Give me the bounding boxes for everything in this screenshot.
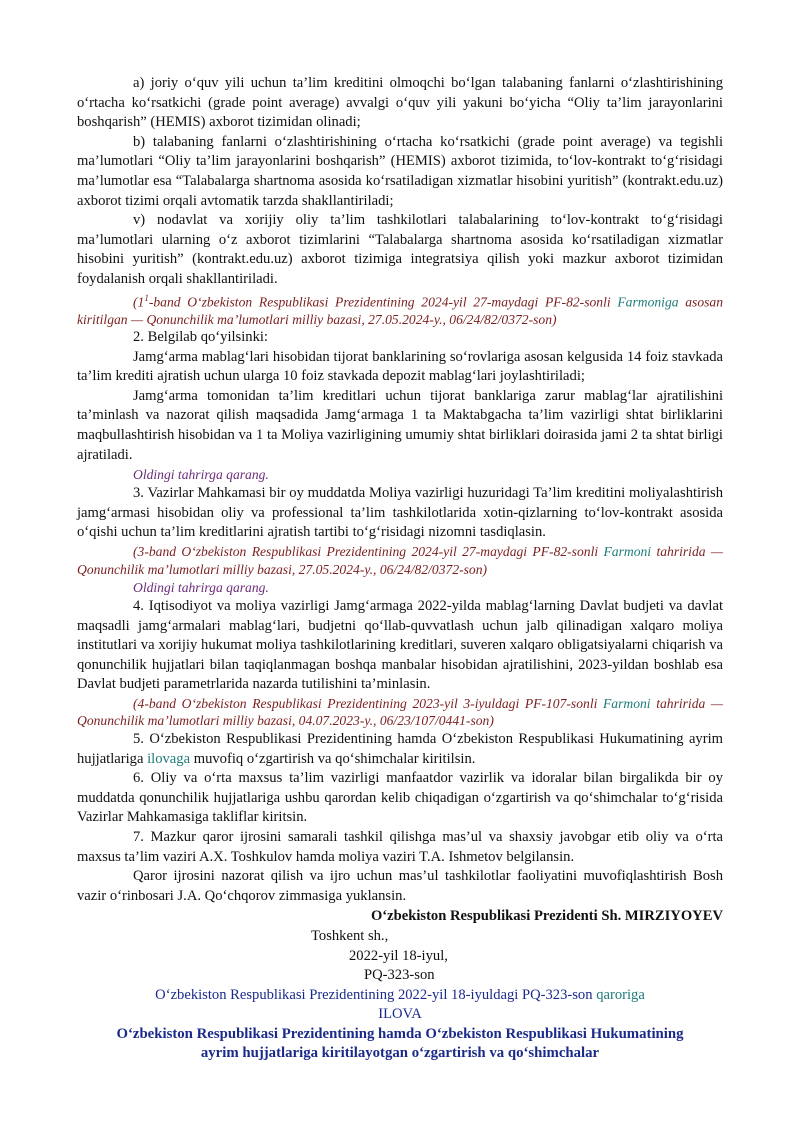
amendment-note-3 [77, 543, 723, 578]
paragraph-2: 2. Belgilab qo‘yilsinki: [133, 329, 268, 346]
paragraph-6: 6. Oliy va o‘rta maxsus ta’lim vazirligi manfaatdor vazirlik va idoralar bilan birgalikda bir oy muddatda qonunchilik hujjatlariga ushbu qarordan kelib chiqadigan o‘zgartirish va qo‘shimchalar to‘g‘risida Vazirlar Mahkamasiga takliflar kiritsin. [77, 770, 723, 826]
paragraph-2a: Jamg‘arma mablag‘lari hisobidan tijorat banklarining so‘rovlariga asosan kelgusida 14 foiz stavkada ta’lim krediti ajratish uchun ularga 10 foiz stavkada depozit mablag‘lari joylashtiriladi; [77, 348, 723, 385]
amendment-note-1: ($1^1$-band O‘zbekiston Respublikasi Prezidentining 2024-yil 27-maydagi PF-82-sonli Farmoniga asosan kiritilgan — Qonunchilik ma’lumotlari milliy bazasi, 27.05.2024-y., 06/24/82/0372-son) [77, 292, 724, 327]
paragraph-3: 3. Vazirlar Mahkamasi bir oy muddatda Moliya vazirligi huzuridagi Ta’lim kreditini moliyalashtirish jamg‘armasi hisobidan oliy va professional ta’lim tashkilotlarida xotin-qizlarning to‘lov-kontrakt asosida o‘qishi uchun ta’lim kreditlarini ajratish tartibi to‘g‘risidagi nizomni tasdiqlasin. [77, 485, 723, 541]
annex-reference [77, 986, 723, 1006]
annex-reference-text: O‘zbekiston Respublikasi Prezidentining 2022-yil 18-iyuldagi PQ-323-son [155, 986, 597, 1003]
note-text: (4-band O‘zbekiston Respublikasi Prezidentining 2023-yil 3-iyuldagi PF-107-sonli [133, 695, 603, 711]
paragraph-a: a) joriy o‘quv yili uchun ta’lim kreditini olmoqchi bo‘lgan talabaning fanlarni o‘zlashtirishining o‘rtacha ko‘rsatkichi (grade point average) avvalgi o‘quv yili yakuni bo‘yicha “Oliy ta’lim jarayonlarini boshqarish” (HEMIS) axborot tizimidan olinadi; [77, 75, 723, 131]
note-end: tahririda — Qonunchilik ma’lumotlari milliy bazasi, 04.07.2023-y., 06/23/107/0441-son) [77, 695, 724, 729]
note-text: -band O‘zbekiston Respublikasi Prezidentining 2024-yil 27-maydagi PF-82-sonli [148, 294, 618, 310]
note-end: tahririda — Qonunchilik ma’lumotlari milliy bazasi, 27.05.2024-y., 06/24/82/0372-son) [77, 544, 724, 577]
decree-link[interactable]: Farmoni [603, 544, 652, 559]
annex-link[interactable]: ilovaga [147, 750, 191, 767]
paragraph-v: v) nodavlat va xorijiy oliy ta’lim tashkilotlari talabalarining to‘lov-kontrakt to‘g‘risidagi ma’lumotlari ularning o‘z axborot tizimlarini “Talabalarga shartnoma asosida ko‘rsatiladigan xizmatlar hisobini yuritish” (kontrakt.edu.uz) axborot tizimiga integratsiya qilish yoki mazkur axborot tizimidan foydalanish orqali shakllantiriladi. [77, 212, 723, 287]
note-text: (3-band O‘zbekiston Respublikasi Prezidentining 2024-yil 27-maydagi PF-82-sonli [133, 544, 604, 559]
paragraph-4: 4. Iqtisodiyot va moliya vazirligi Jamg‘armaga 2022-yilda mablag‘larning Davlat budjeti va davlat maqsadli jamg‘armalari mablag‘lari, budjetni qo‘llab-quvvatlash uchun jalb qilinadigan xalqaro moliya institutlari va xorijiy hukumat moliya tashkilotlarining kreditlari, suveren xalqaro obligatsiyalarni chiqarish va qonunchilik hujjatlari bilan taqiqlanmagan boshqa manbalar hisobidan ajratilishini, 2023-yildan boshlab esa Davlat budjeti parametrlarida nazarda tutilishini ta’minlasin. [77, 598, 723, 693]
note-end: asosan kiritilgan — Qonunchilik ma’lumotlari milliy bazasi, 27.05.2024-y., 06/24/82/0372-son) [77, 294, 724, 327]
signature-title: O‘zbekiston Respublikasi Prezidenti Sh. MIRZIYOYEV [370, 908, 723, 925]
amendment-note-4 [77, 695, 723, 730]
paragraph-2b: Jamg‘arma tomonidan ta’lim kreditlari uchun tijorat banklariga zarur mablag‘lar ajratilishini ta’minlash va nazorat qilish maqsadida Jamg‘armaga 1 ta Maktabgacha ta’lim vazirligi shtat birliklarini maqbullashtirish hisobidan va 1 ta Moliya vazirligining umumiy shtat birliklari doirasida jami 2 ta shtat birligi ajratiladi. [77, 387, 723, 463]
signature-date: 2022-yil 18-iyul, [349, 947, 448, 964]
decree-link[interactable]: Farmoni [603, 695, 651, 711]
previous-edition-link[interactable]: Oldingi tahrirga qarang. [133, 467, 269, 483]
paragraph-7: 7. Mazkur qaror ijrosini samarali tashkil qilishga mas’ul va shaxsiy javobgar etib oliy va o‘rta maxsus ta’lim vaziri A.X. Toshkulov hamda moliya vaziri T.A. Ishmetov belgilansin. [77, 828, 723, 865]
signature-number: PQ-323-son [364, 967, 435, 984]
note-superscript: 1 [144, 292, 149, 303]
previous-edition-link[interactable]: Oldingi tahrirga qarang. [133, 580, 269, 595]
annex-heading-line-2: ayrim hujjatlariga kiritilayotgan o‘zgartirish va qo‘shimchalar [200, 1045, 600, 1062]
paragraph-5-end: muvofiq o‘zgartirish va qo‘shimchalar kiritilsin. [190, 750, 476, 767]
document-body [77, 74, 723, 1064]
annex-heading-line-1: O‘zbekiston Respublikasi Prezidentining hamda O‘zbekiston Respublikasi Hukumatining [116, 1025, 684, 1042]
paragraph-5-text: 5. O‘zbekiston Respublikasi Prezidentining hamda O‘zbekiston Respublikasi Hukumatining ayrim hujjatlariga [77, 730, 723, 767]
paragraph-8: Qaror ijrosini nazorat qilish va ijro uchun mas’ul tashkilotlar faoliyatini muvofiqlashtirish Bosh vazir o‘rinbosari J.A. Qo‘chqorov zimmasiga yuklansin. [77, 868, 723, 904]
resolution-link[interactable]: qaroriga [596, 986, 645, 1003]
decree-link[interactable]: Farmoniga [617, 294, 679, 310]
paragraph-5 [77, 730, 723, 769]
paragraph-b: b) talabaning fanlarni o‘zlashtirishining o‘rtacha ko‘rsatkichi (grade point average) va tegishli ma’lumotlari “Oliy ta’lim jarayonlarini boshqarish” (HEMIS) axborot tizimida, to‘lov-kontrakt to‘g‘risidagi ma’lumotlar esa “Talabalarga shartnoma asosida ko‘rsatiladigan xizmatlar hisobini yuritish” (kontrakt.edu.uz) axborot tizimi orqali avtomatik tarzda shakllantiriladi; [77, 133, 723, 209]
annex-label: ILOVA [378, 1006, 422, 1023]
signature-city: Toshkent sh., [311, 927, 389, 944]
